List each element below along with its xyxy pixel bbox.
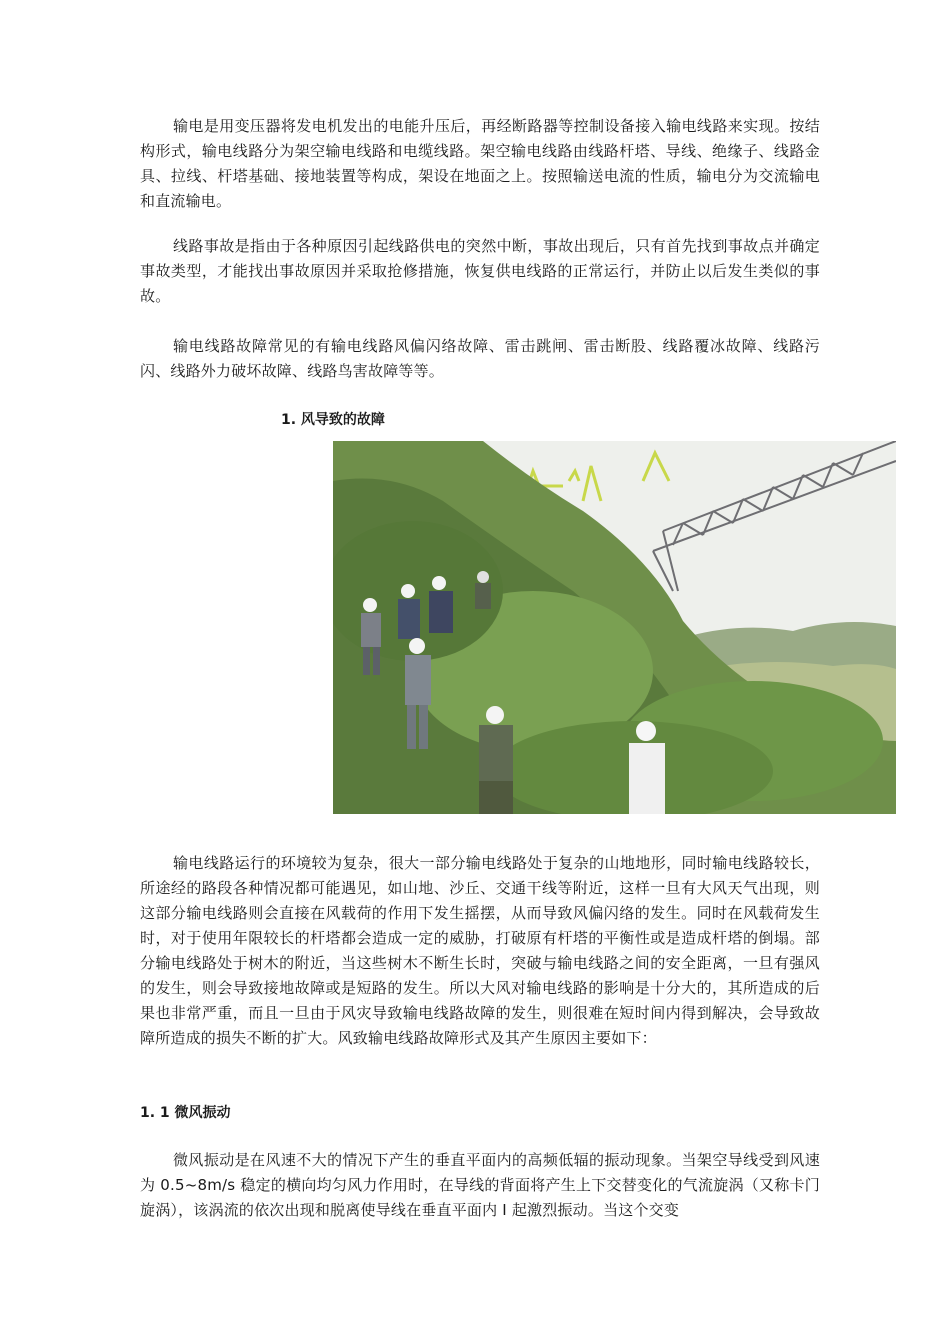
section-heading-breeze-vibration: 1. 1 微风振动 — [140, 1105, 231, 1121]
photo-collapsed-tower-workers — [333, 441, 896, 814]
section-heading-wind-faults: 1. 风导致的故障 — [281, 412, 385, 428]
paragraph-line-accident: 线路事故是指由于各种原因引起线路供电的突然中断，事故出现后，只有首先找到事故点并确定事故类型，才能找出事故原因并采取抢修措施，恢复供电线路的正常运行，并防止以后发生类似的事故。 — [140, 237, 820, 305]
paragraph-wind-environment: 输电线路运行的环境较为复杂，很大一部分输电线路处于复杂的山地地形，同时输电线路较长，所途经的路段各种情况都可能遇见，如山地、沙丘、交通干线等附近，这样一旦有大风天气出现，则这部分输电线路则会直接在风载荷的作用下发生摇摆，从而导致风偏闪络的发生。同时在风载荷发生时，对于使用年限较长的杆塔都会造成一定的威胁，打破原有杆塔的平衡性或是造成杆塔的倒塌。部分输电线路处于树木的附近，当这些树木不断生长时，突破与输电线路之间的安全距离，一旦有强风的发生，则会导致接地故障或是短路的发生。所以大风对输电线路的影响是十分大的，其所造成的后果也非常严重，而且一旦由于风灾导致输电线路故障的发生，则很难在短时间内得到解决，会导致故障所造成的损失不断的扩大。风致输电线路故障形式及其产生原因主要如下： — [140, 854, 820, 1047]
paragraph-common-faults: 输电线路故障常见的有输电线路风偏闪络故障、雷击跳闸、雷击断股、线路覆冰故障、线路污闪、线路外力破坏故障、线路鸟害故障等等。 — [140, 337, 820, 380]
paragraph-transmission-intro: 输电是用变压器将发电机发出的电能升压后，再经断路器等控制设备接入输电线路来实现。按结构形式，输电线路分为架空输电线路和电缆线路。架空输电线路由线路杆塔、导线、绝缘子、线路金具、拉线、杆塔基础、接地装置等构成，架设在地面之上。按照输送电流的性质，输电分为交流输电和直流输电。 — [140, 117, 820, 210]
paragraph-breeze-vibration: 微风振动是在风速不大的情况下产生的垂直平面内的高频低辐的振动现象。当架空导线受到风速为 0.5~8m/s 稳定的横向均匀风力作用时，在导线的背面将产生上下交替变化的气流旋涡（又称卡门旋涡），该涡流的依次出现和脱离使导线在垂直平面内 I 起激烈振动。当这个交变 — [140, 1151, 820, 1219]
